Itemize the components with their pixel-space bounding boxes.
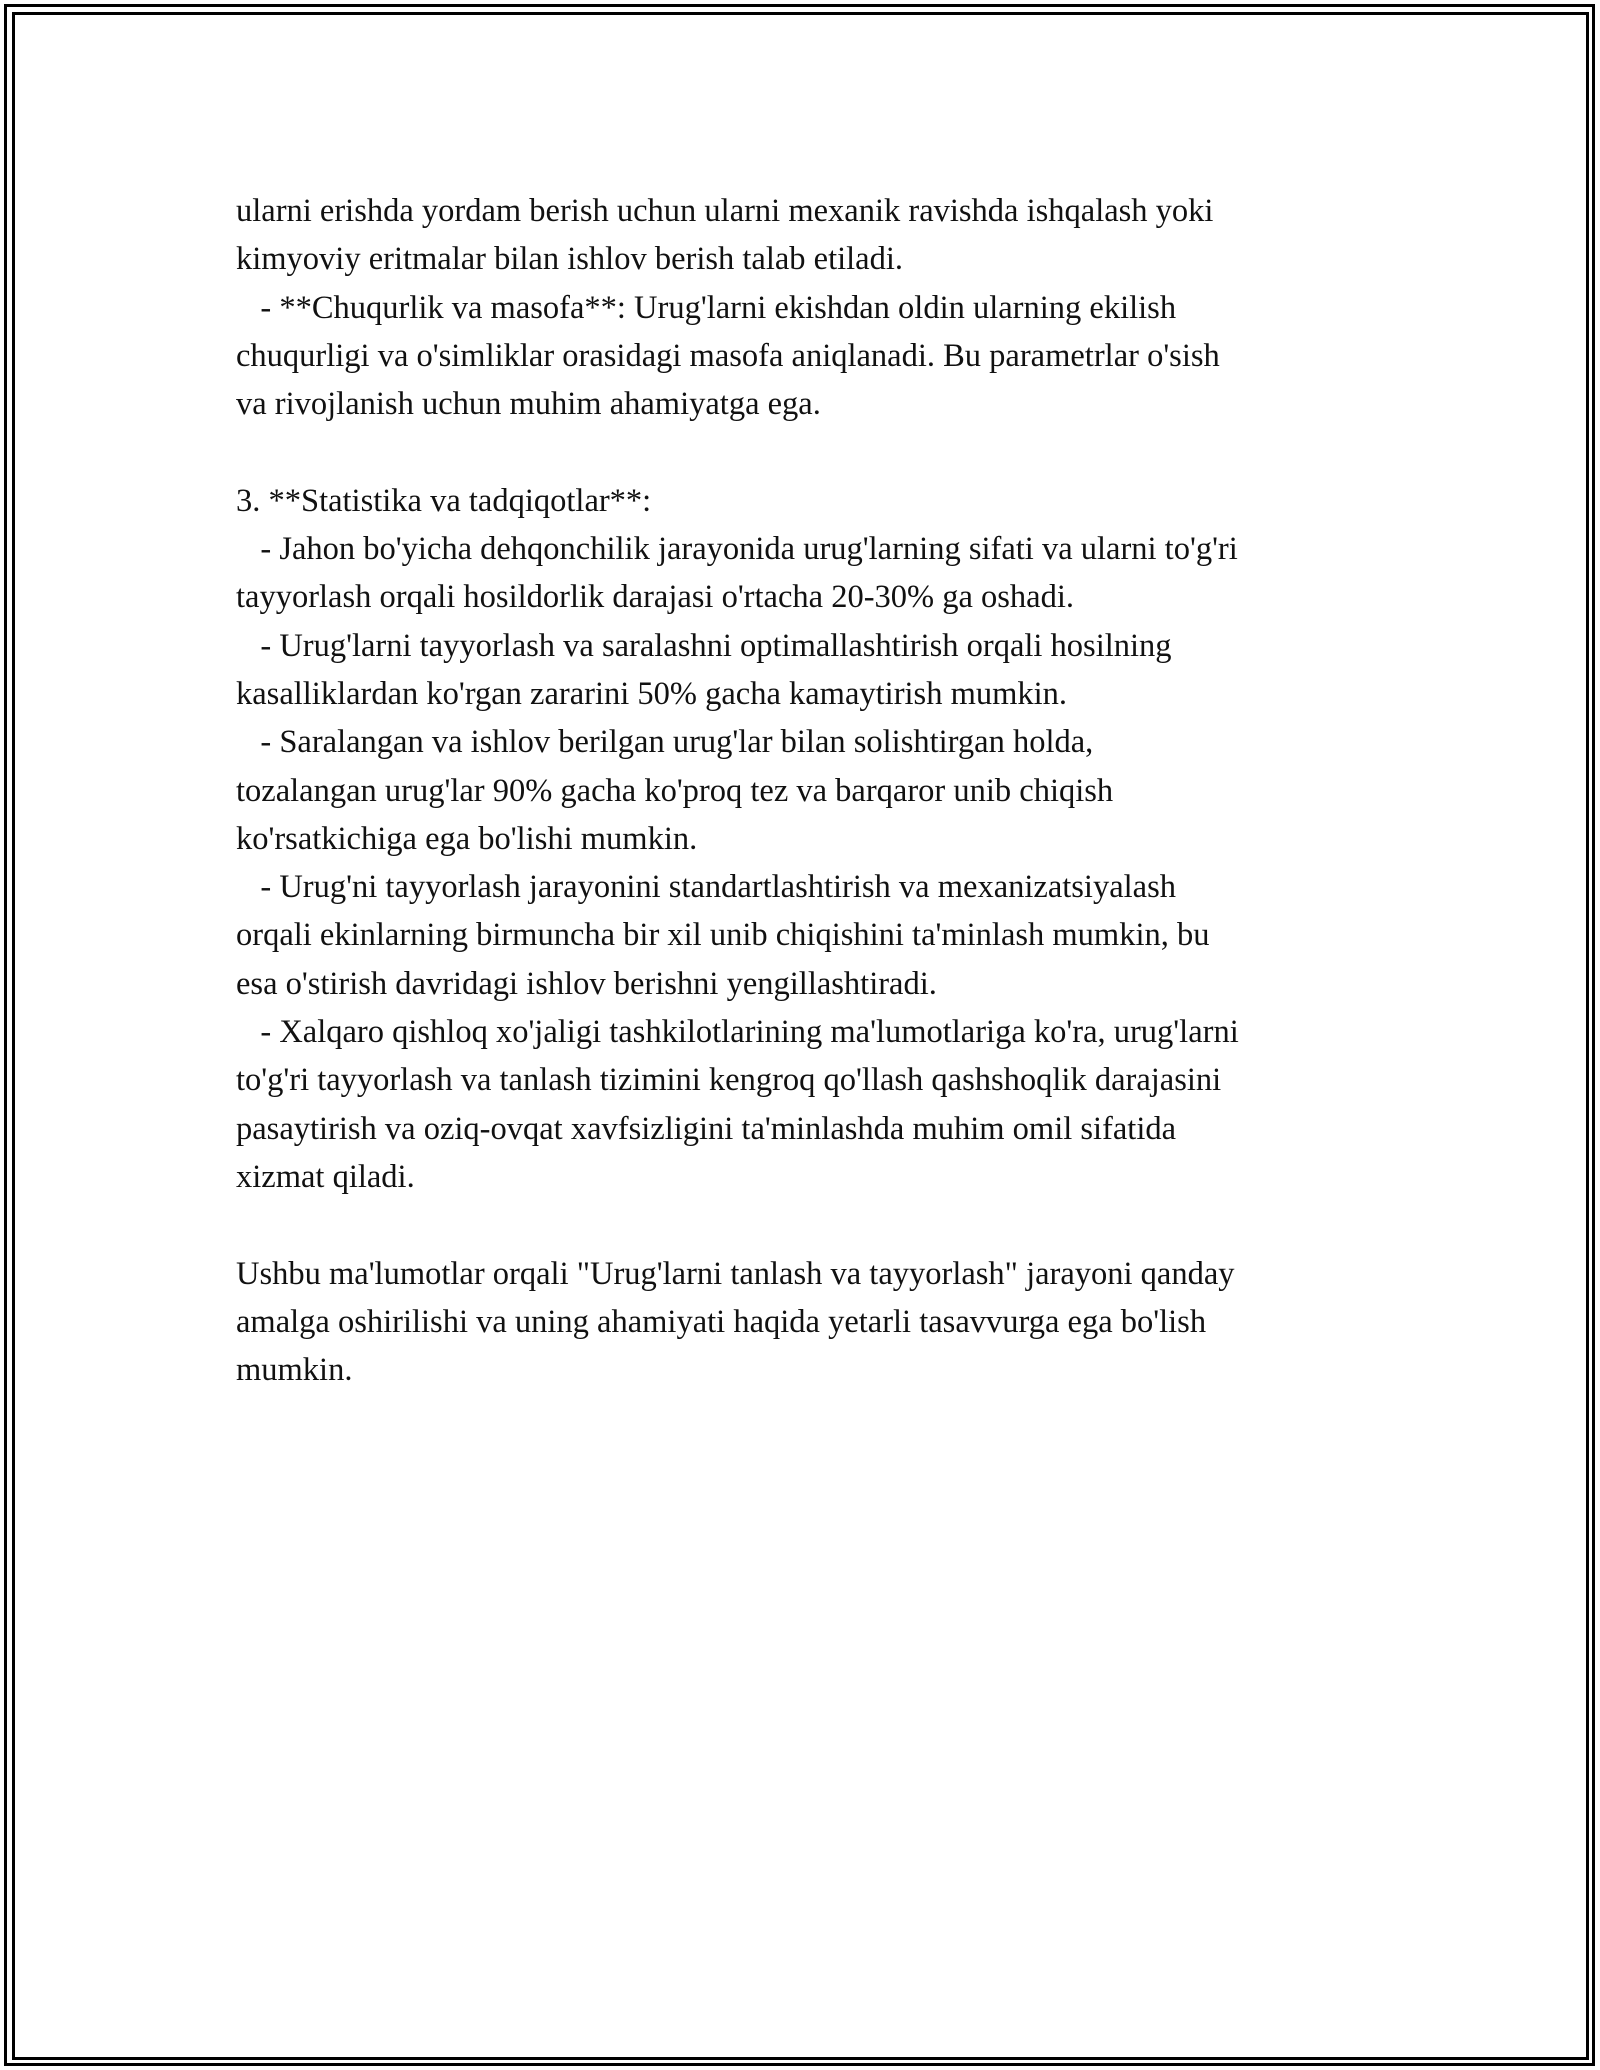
text-line: - Jahon bo'yicha dehqonchilik jarayonida urug'larning sifati va ularni to'g'ri bbox=[236, 531, 1238, 568]
text-line: ularni erishda yordam berish uchun ularni mexanik ravishda ishqalash yoki bbox=[236, 193, 1214, 229]
text-line: orqali ekinlarning birmuncha bir xil unib chiqishini ta'minlash mumkin, bu bbox=[236, 917, 1210, 954]
text-line: mumkin. bbox=[236, 1352, 353, 1389]
text-line: tozalangan urug'lar 90% gacha ko'proq tez va barqaror unib chiqish bbox=[236, 772, 1114, 809]
text-line: kasalliklardan ko'rgan zararini 50% gacha kamaytirish mumkin. bbox=[236, 675, 1068, 712]
text-line: - **Chuqurlik va masofa**: Urug'larni ekishdan oldin ularning ekilish bbox=[236, 289, 1177, 326]
text-line: - Saralangan va ishlov berilgan urug'lar bilan solishtirgan holda, bbox=[236, 724, 1094, 761]
text-line: pasaytirish va oziq-ovqat xavfsizligini ta'minlashda muhim omil sifatida bbox=[236, 1110, 1177, 1147]
text-line: esa o'stirish davridagi ishlov berishni yengillashtiradi. bbox=[236, 965, 937, 1002]
text-line: xizmat qiladi. bbox=[236, 1158, 415, 1195]
text-line: va rivojlanish uchun muhim ahamiyatga ega. bbox=[236, 386, 821, 423]
text-line: to'g'ri tayyorlash va tanlash tizimini kengroq qo'llash qashshoqlik darajasini bbox=[236, 1062, 1222, 1099]
blank-line bbox=[236, 1201, 1386, 1249]
text-line: kimyoviy eritmalar bilan ishlov berish talab etiladi. bbox=[236, 241, 903, 278]
text-line: ko'rsatkichiga ega bo'lishi mumkin. bbox=[236, 820, 698, 857]
text-line: Ushbu ma'lumotlar orqali "Urug'larni tanlash va tayyorlash" jarayoni qanday bbox=[236, 1255, 1235, 1292]
text-line: amalga oshirilishi va uning ahamiyati haqida yetarli tasavvurga ega bo'lish bbox=[236, 1303, 1207, 1340]
text-line: - Urug'ni tayyorlash jarayonini standartlashtirish va mexanizatsiyalash bbox=[236, 869, 1176, 906]
text-line: - Urug'larni tayyorlash va saralashni optimallashtirish orqali hosilning bbox=[236, 627, 1172, 664]
document-body bbox=[236, 187, 1386, 1394]
text-line: tayyorlash orqali hosildorlik darajasi o'rtacha 20-30% ga oshadi. bbox=[236, 579, 1074, 616]
text-line: chuqurligi va o'simliklar orasidagi masofa aniqlanadi. Bu parametrlar o'sish bbox=[236, 337, 1220, 374]
blank-line bbox=[236, 428, 1386, 476]
text-line: - Xalqaro qishloq xo'jaligi tashkilotlarining ma'lumotlariga ko'ra, urug'larni bbox=[236, 1014, 1239, 1051]
section-heading: 3. **Statistika va tadqiqotlar**: bbox=[236, 482, 652, 519]
